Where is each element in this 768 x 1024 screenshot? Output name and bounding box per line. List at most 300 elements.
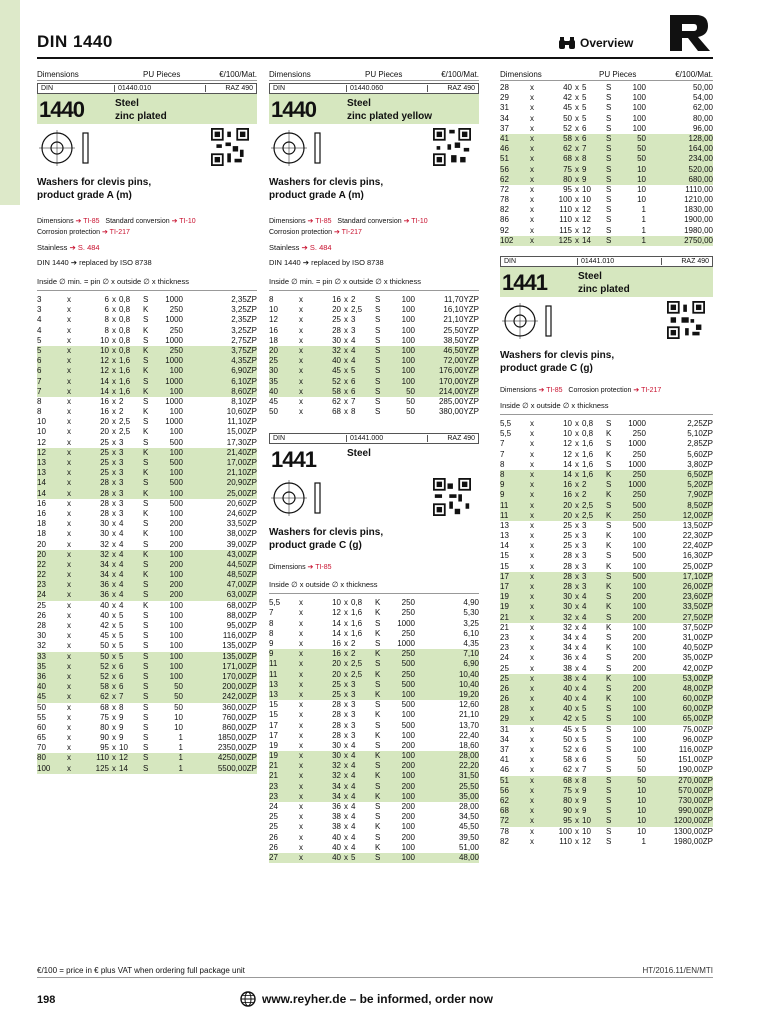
package-units-cell: 100 — [169, 641, 183, 651]
thickness-cell: 8 — [119, 702, 124, 712]
times-sign-cell: x — [575, 459, 579, 469]
outside-diameter-cell: 52 — [332, 376, 341, 386]
package-units-cell: 10 — [637, 795, 646, 805]
times-sign-cell: x — [530, 806, 534, 816]
package-type-cell: K — [143, 407, 149, 417]
outside-diameter-cell: 20 — [563, 510, 572, 520]
column-header — [500, 68, 713, 81]
outside-diameter-cell: 28 — [563, 582, 572, 591]
times-sign-cell: x — [530, 103, 534, 113]
package-type-cell: S — [375, 335, 381, 345]
package-units-cell: 50 — [174, 692, 183, 702]
price-cell: 128,00 — [688, 133, 713, 143]
package-type-cell: S — [606, 683, 612, 693]
price-cell: 4,90 — [463, 598, 479, 608]
price-cell: 95,00ZP — [226, 621, 257, 630]
website-link[interactable] — [240, 991, 493, 1007]
price-cell: 285,00YZP — [438, 396, 479, 406]
times-sign-cell: x — [112, 488, 116, 498]
dimensions-ref-link[interactable]: ➔ TI-85 — [307, 564, 332, 572]
table-row — [500, 439, 713, 449]
corrosion-ref-link[interactable]: ➔ TI-217 — [333, 229, 362, 236]
dimensions-ref-link[interactable]: ➔ TI-85 — [538, 387, 563, 394]
product-number: 1440 — [271, 97, 316, 122]
times-sign-cell: x — [344, 842, 348, 852]
thickness-cell: 8 — [582, 154, 587, 164]
outside-diameter-cell: 100 — [558, 826, 572, 836]
table-row — [269, 833, 479, 843]
times-sign-cell: x — [575, 795, 579, 805]
thickness-cell: 4 — [582, 602, 587, 612]
outside-diameter-cell: 115 — [559, 225, 572, 235]
pin-diameter-cell: 20 — [269, 345, 278, 355]
table-row — [37, 560, 257, 570]
din-label: DIN — [38, 85, 115, 92]
package-type-cell: S — [606, 724, 612, 734]
stainless-ref-link[interactable]: ➔ S. 484 — [301, 243, 332, 252]
conversion-ref-link[interactable]: ➔ TI-10 — [403, 218, 428, 225]
times-sign-cell: x — [112, 335, 116, 345]
qr-code-icon[interactable] — [433, 128, 471, 166]
package-type-cell: S — [143, 417, 149, 427]
product-description — [500, 349, 713, 375]
price-cell: 33,50ZP — [226, 519, 257, 529]
price-cell: 80,00 — [692, 113, 713, 123]
outside-diameter-cell: 16 — [563, 490, 572, 500]
outside-diameter-cell: 90 — [100, 733, 109, 743]
pin-diameter-cell: 5 — [37, 345, 42, 355]
table-row — [37, 723, 257, 733]
thickness-cell: 3 — [351, 679, 356, 689]
package-type-cell: K — [606, 469, 612, 479]
price-cell: 63,00ZP — [226, 590, 257, 600]
price-cell: 25,00ZP — [682, 561, 713, 571]
times-sign-cell: x — [299, 407, 303, 417]
material-line2: zinc plated — [115, 111, 167, 122]
package-type-cell: K — [375, 771, 381, 781]
package-units-cell: 100 — [401, 356, 415, 366]
thickness-cell: 12 — [119, 753, 128, 763]
times-sign-cell: x — [575, 490, 579, 500]
outside-diameter-cell: 34 — [332, 781, 341, 791]
price-cell: 1300,00ZP — [673, 826, 713, 836]
thickness-cell: 4 — [351, 356, 356, 366]
price-cell: 21,10ZP — [226, 468, 257, 478]
price-cell: 5,10ZP — [687, 429, 713, 439]
times-sign-cell: x — [112, 427, 116, 437]
package-type-cell: S — [375, 295, 381, 304]
price-cell: 46,50YZP — [443, 345, 479, 355]
thickness-cell: 6 — [582, 133, 587, 143]
times-sign-cell: x — [575, 663, 579, 673]
outside-diameter-cell: 32 — [332, 771, 341, 781]
pin-diameter-cell: 102 — [500, 235, 514, 245]
pin-diameter-cell: 23 — [269, 781, 278, 791]
footer-rule — [37, 977, 713, 978]
table-row — [37, 631, 257, 641]
package-type-cell: S — [606, 123, 612, 133]
thickness-cell: 3 — [119, 437, 124, 447]
price-cell: 68,00ZP — [226, 600, 257, 610]
times-sign-cell: x — [112, 458, 116, 467]
outside-diameter-cell: 20 — [332, 669, 341, 679]
times-sign-cell: x — [299, 730, 303, 740]
package-type-cell: S — [606, 714, 612, 724]
times-sign-cell: x — [530, 480, 534, 490]
outside-diameter-cell: 38 — [332, 812, 341, 822]
outside-diameter-cell: 36 — [100, 580, 109, 590]
package-units-cell: 50 — [637, 755, 646, 765]
package-type-cell: K — [143, 345, 149, 355]
table-row — [37, 570, 257, 580]
dimensions-ref-link[interactable]: ➔ TI-85 — [307, 218, 332, 225]
stainless-ref-link[interactable]: ➔ S. 484 — [69, 243, 100, 252]
times-sign-cell: x — [575, 235, 579, 245]
times-sign-cell: x — [344, 761, 348, 771]
pin-diameter-cell: 36 — [37, 671, 46, 681]
package-units-cell: 1000 — [165, 356, 183, 366]
times-sign-cell: x — [67, 671, 71, 681]
times-sign-cell: x — [344, 315, 348, 325]
thickness-cell: 4 — [119, 549, 124, 559]
price-header: €/100/Mat. — [675, 69, 713, 79]
outside-diameter-cell: 36 — [332, 802, 341, 811]
table-row — [500, 165, 713, 175]
conversion-ref-link[interactable]: ➔ TI-10 — [171, 218, 196, 225]
outside-diameter-cell: 25 — [100, 458, 109, 467]
thickness-cell: 4 — [582, 653, 587, 663]
price-cell: 570,00ZP — [678, 785, 713, 795]
times-sign-cell: x — [575, 612, 579, 622]
pin-diameter-cell: 7 — [269, 608, 274, 618]
thickness-cell: 4 — [582, 683, 587, 693]
washer-drawing-icon — [271, 130, 331, 166]
outside-diameter-cell: 32 — [563, 612, 572, 622]
times-sign-cell: x — [575, 694, 579, 704]
thickness-cell: 2 — [351, 649, 356, 659]
pin-diameter-cell: 62 — [500, 795, 509, 805]
package-units-cell: 1 — [178, 733, 183, 743]
outside-diameter-cell: 20 — [563, 500, 572, 510]
times-sign-cell: x — [112, 631, 116, 641]
package-type-cell: S — [143, 458, 149, 467]
pin-diameter-cell: 12 — [37, 447, 46, 457]
qr-code-icon[interactable] — [433, 478, 471, 516]
times-sign-cell: x — [344, 720, 348, 730]
page-number: 198 — [37, 994, 56, 1006]
table-row — [37, 611, 257, 621]
times-sign-cell: x — [299, 366, 303, 376]
product-image-row — [37, 124, 257, 172]
table-row — [500, 765, 713, 775]
times-sign-cell: x — [575, 816, 579, 826]
product-header — [37, 94, 257, 124]
package-units-cell: 1000 — [397, 639, 415, 648]
thickness-cell: 12 — [582, 215, 591, 225]
times-sign-cell: x — [112, 651, 116, 661]
table-row — [500, 103, 713, 113]
qr-code-icon[interactable] — [211, 128, 249, 166]
thickness-cell: 14 — [582, 235, 591, 245]
thickness-cell: 9 — [582, 795, 587, 805]
description-line1: Washers for clevis pins, — [500, 350, 615, 361]
pin-diameter-cell: 19 — [269, 740, 278, 750]
corrosion-ref-link[interactable]: ➔ TI-217 — [101, 229, 130, 236]
package-type-cell: S — [375, 345, 381, 355]
thickness-cell: 6 — [119, 671, 124, 681]
outside-diameter-cell: 62 — [332, 396, 341, 406]
qr-code-icon[interactable] — [667, 301, 705, 339]
times-sign-cell: x — [67, 519, 71, 529]
times-sign-cell: x — [299, 781, 303, 791]
thickness-cell: 4 — [119, 590, 124, 600]
price-cell: 72,00YZP — [443, 356, 479, 366]
package-units-cell: 250 — [632, 429, 646, 439]
package-type-cell: S — [375, 315, 381, 325]
table-row — [37, 407, 257, 417]
thickness-cell: 3 — [119, 488, 124, 498]
times-sign-cell: x — [67, 733, 71, 743]
times-sign-cell: x — [530, 459, 534, 469]
package-units-cell: 50 — [637, 133, 646, 143]
package-type-cell: K — [143, 447, 149, 457]
package-units-cell: 100 — [401, 710, 415, 720]
raz-code: RAZ 490 — [447, 85, 475, 92]
outside-diameter-cell: 52 — [563, 745, 572, 754]
package-units-cell: 1 — [641, 836, 646, 846]
pin-diameter-cell: 10 — [37, 427, 46, 437]
outside-diameter-cell: 28 — [332, 700, 341, 710]
outside-diameter-cell: 28 — [563, 561, 572, 571]
package-units-cell: 100 — [169, 631, 183, 641]
times-sign-cell: x — [530, 419, 534, 428]
times-sign-cell: x — [575, 653, 579, 663]
package-type-cell: S — [143, 743, 149, 753]
table-row — [500, 745, 713, 755]
times-sign-cell: x — [575, 714, 579, 724]
package-units-cell: 100 — [632, 93, 646, 103]
times-sign-cell: x — [575, 419, 579, 428]
outside-diameter-cell: 32 — [332, 345, 341, 355]
table-row — [500, 592, 713, 602]
table-row — [500, 429, 713, 439]
package-units-cell: 1000 — [165, 295, 183, 304]
package-units-cell: 50 — [174, 702, 183, 712]
pin-diameter-cell: 23 — [37, 580, 46, 590]
price-cell: 43,00ZP — [226, 549, 257, 559]
times-sign-cell: x — [530, 154, 534, 164]
package-type-cell: S — [375, 376, 381, 386]
times-sign-cell: x — [112, 529, 116, 539]
times-sign-cell: x — [575, 144, 579, 154]
times-sign-cell: x — [299, 305, 303, 315]
pin-diameter-cell: 22 — [37, 570, 46, 580]
table-row — [37, 326, 257, 336]
thickness-cell: 4 — [119, 600, 124, 610]
outside-diameter-cell: 38 — [563, 663, 572, 673]
times-sign-cell: x — [575, 826, 579, 836]
table-row — [500, 419, 713, 429]
thickness-cell: 1,6 — [351, 628, 363, 638]
package-units-cell: 10 — [637, 785, 646, 795]
times-sign-cell: x — [575, 582, 579, 591]
times-sign-cell: x — [67, 702, 71, 712]
times-sign-cell: x — [344, 852, 348, 862]
price-cell: 680,00 — [688, 174, 713, 184]
outside-diameter-cell: 100 — [558, 195, 572, 205]
table-row — [269, 366, 479, 376]
outside-diameter-cell: 50 — [563, 734, 572, 744]
times-sign-cell: x — [530, 694, 534, 704]
thickness-cell: 6 — [351, 386, 356, 396]
package-units-cell: 1000 — [165, 376, 183, 386]
thickness-cell: 5 — [582, 714, 587, 724]
thickness-cell: 10 — [582, 816, 591, 826]
pu-header: PU Pieces — [365, 69, 403, 79]
outside-diameter-cell: 42 — [563, 93, 572, 103]
times-sign-cell: x — [530, 765, 534, 775]
times-sign-cell: x — [299, 842, 303, 852]
table-row — [37, 540, 257, 550]
times-sign-cell: x — [344, 822, 348, 832]
package-units-cell: 200 — [632, 683, 646, 693]
package-units-cell: 50 — [406, 386, 415, 396]
dimensions-ref-link[interactable]: ➔ TI-85 — [75, 218, 100, 225]
times-sign-cell: x — [299, 649, 303, 659]
package-type-cell: K — [375, 730, 381, 740]
table-row — [37, 458, 257, 468]
stainless-label: Stainless — [269, 243, 300, 252]
package-units-cell: 100 — [401, 335, 415, 345]
table-row — [37, 346, 257, 356]
times-sign-cell: x — [299, 628, 303, 638]
package-units-cell: 500 — [632, 520, 646, 530]
package-type-cell: S — [143, 498, 149, 508]
pin-diameter-cell: 11 — [269, 659, 278, 669]
price-cell: 27,50ZP — [682, 612, 713, 622]
table-row — [500, 511, 713, 521]
replaced-note: DIN 1440 ➔ replaced by ISO 8738 — [37, 258, 152, 267]
table-row — [269, 690, 479, 700]
pin-diameter-cell: 60 — [37, 722, 46, 732]
package-units-cell: 100 — [632, 704, 646, 714]
table-row — [37, 499, 257, 509]
outside-diameter-cell: 80 — [100, 722, 109, 732]
thickness-cell: 0,8 — [119, 305, 131, 315]
outside-diameter-cell: 12 — [100, 356, 109, 366]
package-type-cell: S — [375, 812, 381, 822]
price-cell: 35,00 — [458, 791, 479, 801]
column-header — [37, 68, 257, 81]
times-sign-cell: x — [530, 582, 534, 591]
table-row — [37, 672, 257, 682]
description-line2: product grade C (g) — [269, 540, 362, 552]
times-sign-cell: x — [530, 215, 534, 225]
price-cell: 96,00ZP — [682, 734, 713, 744]
outside-diameter-cell: 30 — [332, 751, 341, 761]
package-units-cell: 500 — [632, 551, 646, 561]
pin-diameter-cell: 24 — [37, 590, 46, 600]
thickness-cell: 6 — [119, 661, 124, 671]
price-cell: 48,00 — [458, 852, 479, 862]
price-cell: 4,35 — [463, 639, 479, 648]
table-row — [500, 776, 713, 786]
outside-diameter-cell: 32 — [563, 622, 572, 632]
times-sign-cell: x — [575, 632, 579, 642]
times-sign-cell: x — [575, 93, 579, 103]
times-sign-cell: x — [112, 549, 116, 559]
table-row — [37, 336, 257, 346]
price-cell: 38,00ZP — [226, 529, 257, 539]
package-type-cell: S — [375, 618, 381, 628]
table-row — [269, 659, 479, 669]
outside-diameter-cell: 38 — [332, 822, 341, 832]
thickness-cell: 4 — [351, 802, 356, 811]
outside-diameter-cell: 58 — [563, 133, 572, 143]
pin-diameter-cell: 33 — [37, 651, 46, 661]
price-cell: 176,00YZP — [438, 366, 479, 376]
times-sign-cell: x — [112, 366, 116, 376]
times-sign-cell: x — [575, 83, 579, 92]
times-sign-cell: x — [530, 113, 534, 123]
price-cell: 13,50ZP — [682, 520, 713, 530]
price-cell: 62,00 — [692, 103, 713, 113]
package-type-cell: S — [375, 761, 381, 771]
table-row — [37, 438, 257, 448]
price-cell: 33,50ZP — [682, 602, 713, 612]
times-sign-cell: x — [299, 356, 303, 366]
thickness-cell: 7 — [351, 396, 356, 406]
package-units-cell: 10 — [637, 174, 646, 184]
times-sign-cell: x — [530, 500, 534, 510]
times-sign-cell: x — [575, 469, 579, 479]
overview-link[interactable] — [558, 36, 633, 50]
pin-diameter-cell: 27 — [269, 852, 278, 862]
price-cell: 65,00ZP — [682, 714, 713, 724]
package-units-cell: 250 — [632, 449, 646, 459]
table-row — [500, 470, 713, 480]
corrosion-ref-link[interactable]: ➔ TI-217 — [633, 387, 662, 394]
price-cell: 28,00 — [458, 802, 479, 811]
outside-diameter-cell: 90 — [563, 806, 572, 816]
price-cell: 40,50ZP — [682, 643, 713, 653]
table-row — [500, 185, 713, 195]
pin-diameter-cell: 26 — [37, 610, 46, 620]
din-label: DIN — [270, 85, 347, 92]
table-row — [37, 733, 257, 743]
table-row — [269, 387, 479, 397]
pin-diameter-cell: 23 — [269, 791, 278, 801]
table-row — [500, 490, 713, 500]
times-sign-cell: x — [112, 743, 116, 753]
package-type-cell: S — [606, 551, 612, 561]
price-cell: 2750,00 — [684, 235, 713, 245]
table-row — [500, 827, 713, 837]
times-sign-cell: x — [299, 689, 303, 699]
package-units-cell: 100 — [169, 671, 183, 681]
outside-diameter-cell: 16 — [100, 407, 109, 417]
column-din1441-continued — [500, 68, 713, 847]
times-sign-cell: x — [299, 761, 303, 771]
package-units-cell: 100 — [401, 842, 415, 852]
column-din1440-yellow-din1441 — [269, 68, 479, 863]
times-sign-cell: x — [530, 123, 534, 133]
thickness-cell: 4 — [582, 643, 587, 653]
price-cell: 242,00ZP — [222, 692, 257, 702]
thickness-cell: 3 — [119, 498, 124, 508]
package-type-cell: K — [606, 673, 612, 683]
package-type-cell: S — [143, 671, 149, 681]
